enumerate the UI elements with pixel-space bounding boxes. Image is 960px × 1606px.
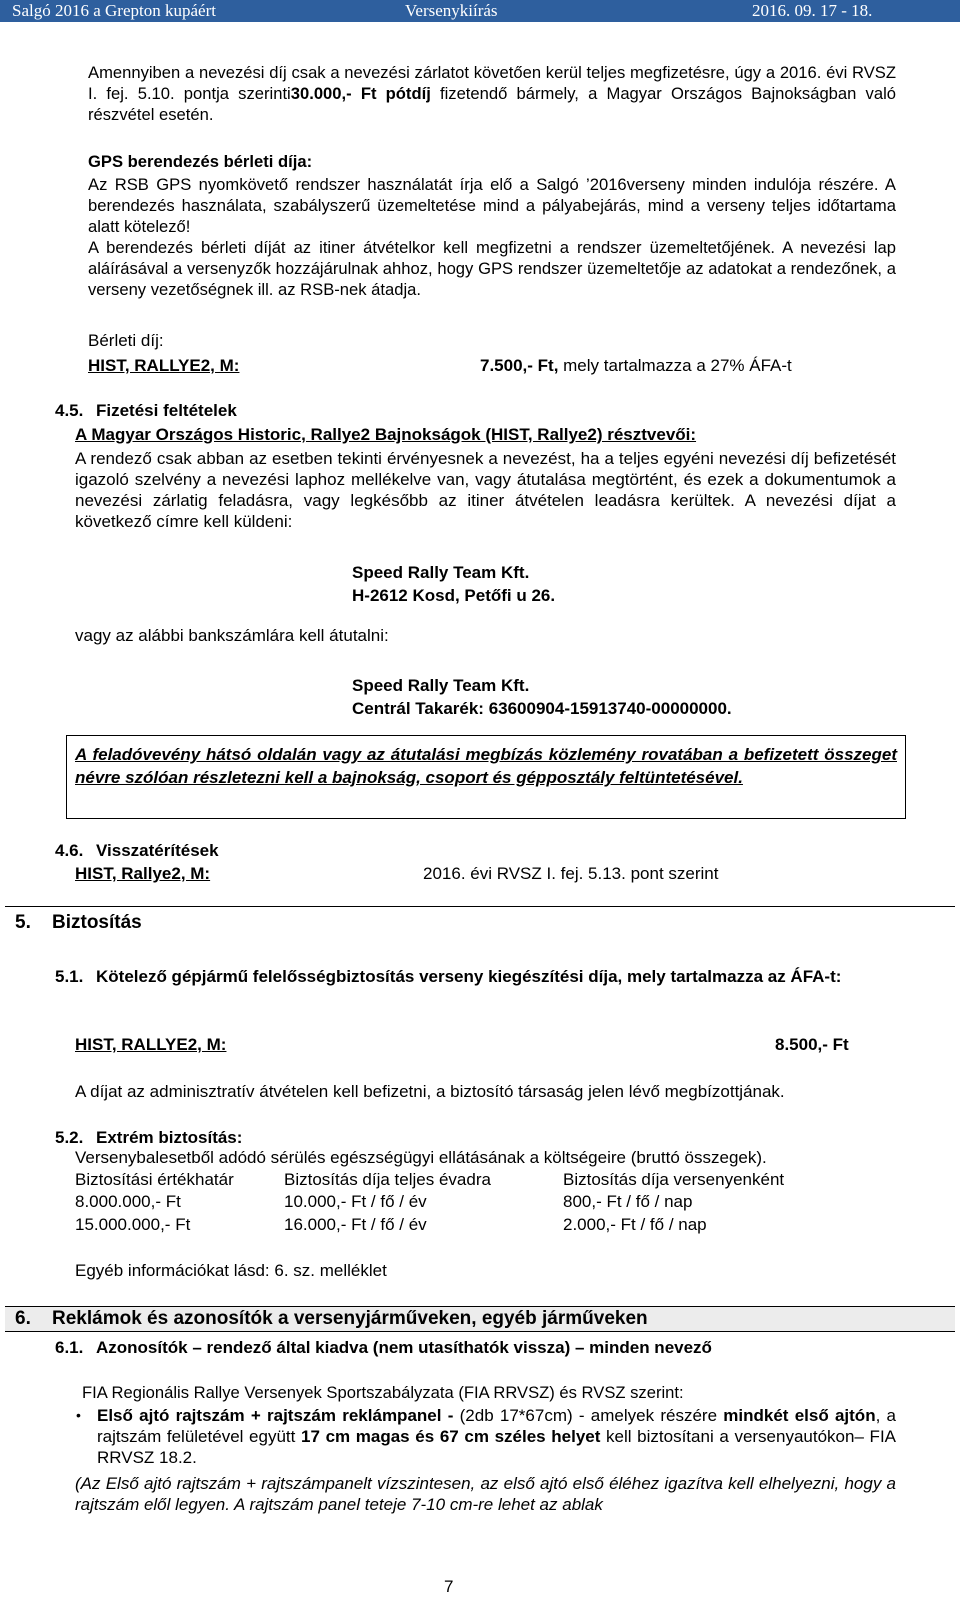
- section-5-2-title: Extrém biztosítás:: [96, 1128, 243, 1147]
- section-5-band: [5, 906, 955, 934]
- table-header: Biztosítás díja versenyenként: [563, 1170, 785, 1189]
- gps-fee-label: Bérleti díj:: [88, 331, 164, 350]
- late-fee-text-end: fizetendő bármely, a Magyar Országos Bajnokságban való részvétel esetén.: [88, 84, 896, 124]
- page-header: [0, 0, 960, 22]
- bullet-text: (2db 17*67cm) - amelyek részére: [453, 1406, 724, 1425]
- section-4-6-number: 4.6.: [55, 841, 84, 860]
- refund-value: 2016. évi RVSZ I. fej. 5.13. pont szerint: [423, 864, 719, 883]
- postal-address-street: H-2612 Kosd, Petőfi u 26.: [352, 586, 556, 605]
- gps-fee-note: mely tartalmazza a 27% ÁFA-t: [558, 356, 792, 375]
- liability-amount: 8.500,- Ft: [775, 1035, 849, 1054]
- gps-class-label: HIST, RALLYE2, M:: [88, 356, 240, 375]
- page-number: 7: [444, 1577, 454, 1596]
- bank-transfer-label: vagy az alábbi bankszámlára kell átutalni:: [75, 626, 389, 645]
- section-5-1-number: 5.1.: [55, 967, 84, 986]
- liability-class-label: HIST, RALLYE2, M:: [75, 1035, 227, 1054]
- late-fee-amount: 30.000,- Ft pótdíj: [290, 84, 431, 103]
- notice-text: A feladóvevény hátsó oldalán vagy az átutalási megbízás közlemény rovatában a befizetett összeget névre szólóan részletezni kell a bajnokság, csoport és gépposztály feltüntetésével.: [75, 745, 897, 787]
- header-event: Salgó 2016 a Grepton kupáért: [12, 1, 216, 20]
- section-6-title: Reklámok és azonosítók a versenyjárműveken, egyéb járműveken: [52, 1308, 648, 1329]
- table-header: Biztosítási értékhatár: [75, 1170, 234, 1189]
- late-fee-paragraph: [88, 62, 896, 125]
- placement-note: (Az Első ajtó rajtszám + rajtszámpanelt vízszintesen, az első ajtó első éléhez igazítva kell elhelyezni, hogy a rajtszám elől legyen. A rajtszám panel teteje 7-10 cm-re lehet az ablak: [75, 1474, 896, 1514]
- start-number-bullet: [97, 1405, 896, 1468]
- header-doc-title: Versenykiírás: [405, 1, 498, 20]
- refund-class-label: HIST, Rallye2, M:: [75, 864, 211, 883]
- bullet-emphasis-2: 17 cm magas és 67 cm széles helyet: [301, 1427, 601, 1446]
- bullet-icon: •: [76, 1407, 81, 1423]
- gps-title: GPS berendezés bérleti díja:: [88, 152, 313, 171]
- bullet-emphasis-1: mindkét első ajtón: [723, 1406, 876, 1425]
- table-cell: 8.000.000,- Ft: [75, 1192, 181, 1211]
- notice-box: [66, 735, 906, 819]
- section-5-1-title: Kötelező gépjármű felelősségbiztosítás verseny kiegészítési díja, mely tartalmazza az ÁFA-t:: [96, 967, 842, 986]
- table-cell: 15.000.000,- Ft: [75, 1215, 191, 1234]
- gps-fee: [480, 355, 792, 376]
- gps-paragraph: [88, 174, 896, 300]
- section-5-title: Biztosítás: [52, 912, 142, 933]
- section-6-1-title: Azonosítók – rendező által kiadva (nem utasíthatók vissza) – minden nevező: [96, 1338, 712, 1357]
- section-6-number: 6.: [15, 1308, 31, 1329]
- section-4-5-number: 4.5.: [55, 401, 84, 420]
- table-cell: 800,- Ft / fő / nap: [563, 1192, 693, 1211]
- table-header: Biztosítás díja teljes évadra: [284, 1170, 491, 1189]
- gps-fee-amount: 7.500,- Ft,: [480, 356, 559, 375]
- bank-account-number: Centrál Takarék: 63600904-15913740-00000000.: [352, 699, 732, 718]
- late-fee-text: Amennyiben a nevezési díj csak a nevezési zárlatot követően kerül teljes megfizetésre, úgy a 2016. évi RVSZ I. fej. 5.10. pontja szerinti: [88, 63, 896, 103]
- gps-text-3: A berendezés bérleti díját az itiner átvételkor kell megfizetni a rendszer üzemeltetőjének. A nevezési lap aláírásával a versenyzők hozzájárulnak ahhoz, hogy GPS rendszer üzemeltetője az adatokat a rendezőnek, a verseny vezetőségnek ill. az RSB-nek átadja.: [88, 238, 896, 299]
- section-6-1-number: 6.1.: [55, 1338, 84, 1357]
- section-5-number: 5.: [15, 912, 31, 933]
- table-cell: 10.000,- Ft / fő / év: [284, 1192, 427, 1211]
- bank-account-name: Speed Rally Team Kft.: [352, 676, 530, 695]
- section-4-6-title: Visszatérítések: [96, 841, 219, 860]
- bullet-text: , a rajtszám felületével együtt: [97, 1406, 897, 1446]
- bullet-lead: Első ajtó rajtszám + rajtszám reklámpanel -: [97, 1406, 454, 1425]
- section-4-5-title: Fizetési feltételek: [96, 401, 237, 420]
- section-5-2-number: 5.2.: [55, 1128, 84, 1147]
- postal-address-name: Speed Rally Team Kft.: [352, 563, 530, 582]
- header-date: 2016. 09. 17 - 18.: [752, 1, 873, 20]
- regulation-intro: FIA Regionális Rallye Versenyek Sportszabályzata (FIA RRVSZ) és RVSZ szerint:: [82, 1383, 684, 1402]
- gps-text-2: A berendezés használata, szabályszerű üzemeltetése mind a pályabejárás, mind a verseny teljes időtartama alatt kötelező!: [88, 175, 896, 236]
- gps-text-1: Az RSB GPS nyomkövető rendszer használatát írja elő a Salgó ’2016verseny minden indulója részére.: [88, 175, 879, 194]
- payment-terms-body: A rendező csak abban az esetben tekinti érvényesnek a nevezést, ha a teljes egyéni nevezési díj befizetését igazoló szelvény a nevezési laphoz mellékelve van, vagy átutalása megtörtént, és ezek a dokumentumok a nevezési zárlatig feladásra, vagy legkésőbb az itiner átvételen leadásra kerültek. A nevezési díjat a következő címre kell küldeni:: [75, 449, 896, 531]
- bullet-text: kell biztosítani a versenyautókon– FIA RRVSZ 18.2.: [97, 1427, 897, 1467]
- section-4-5-subtitle: A Magyar Országos Historic, Rallye2 Bajnokságok (HIST, Rallye2) résztvevői:: [75, 425, 697, 444]
- table-cell: 2.000,- Ft / fő / nap: [563, 1215, 707, 1234]
- liability-note: A díjat az adminisztratív átvételen kell befizetni, a biztosító társaság jelen lévő megbízottjának.: [75, 1082, 785, 1101]
- extreme-insurance-desc: Versenybalesetből adódó sérülés egészségügyi ellátásának a költségeire (bruttó összegek).: [75, 1148, 767, 1167]
- table-cell: 16.000,- Ft / fő / év: [284, 1215, 427, 1234]
- other-info: Egyéb információkat lásd: 6. sz. melléklet: [75, 1261, 387, 1280]
